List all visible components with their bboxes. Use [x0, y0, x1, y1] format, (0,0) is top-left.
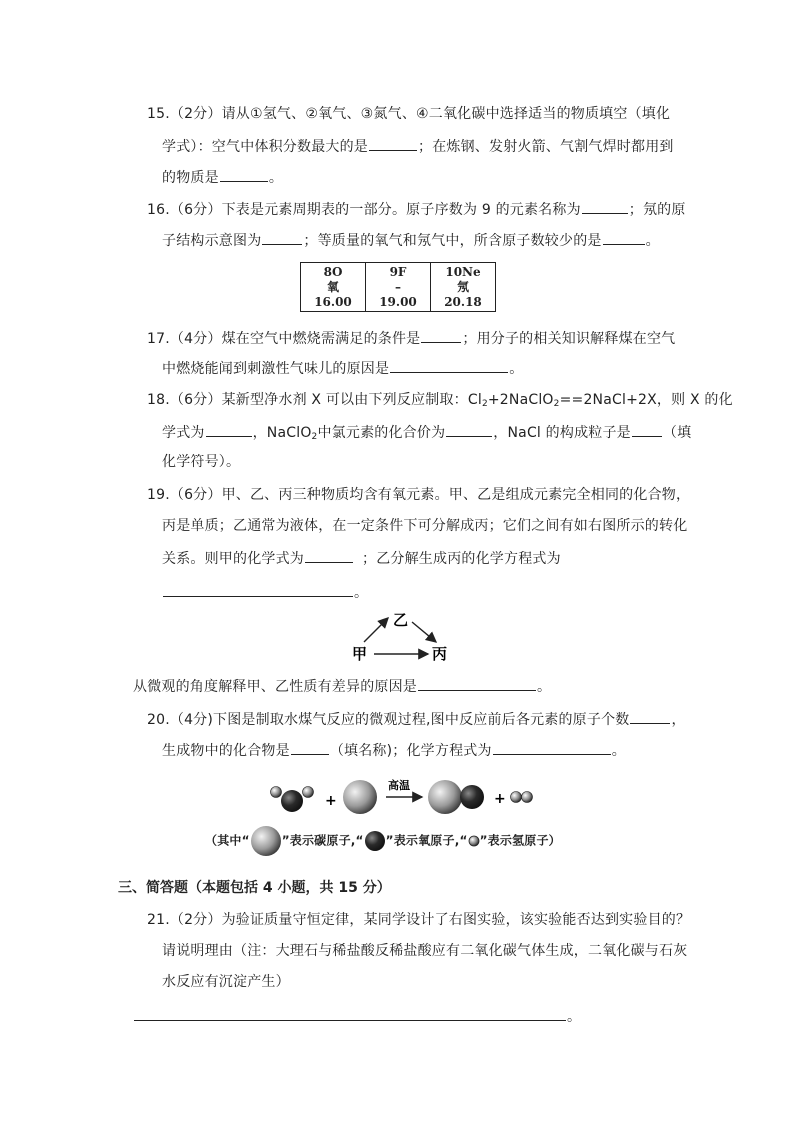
q15-line2: 学式）：空气中体积分数最大的是 ；在炼钢、发射火箭、气割气焊时都用到	[162, 135, 674, 157]
co-molecule	[428, 780, 484, 814]
q19-line3: 关系。则甲的化学式为 ；乙分解生成丙的化学方程式为	[162, 547, 561, 569]
answer-blank[interactable]	[291, 739, 329, 755]
section-title: 三、简答题（本题包括 4 小题，共 15 分）	[118, 880, 391, 896]
q21-answer-line: 。	[133, 1005, 581, 1027]
answer-blank[interactable]	[305, 547, 353, 563]
answer-blank[interactable]	[630, 708, 670, 724]
q21-line1: 21.（2分）为验证质量守恒定律，某同学设计了右图实验，该实验能否达到实验目的？	[147, 912, 691, 928]
q21-line3: 水反应有沉淀产生）	[162, 974, 290, 990]
q19-line2: 丙是单质；乙通常为液体，在一定条件下可分解成丙；它们之间有如右图所示的转化	[162, 518, 688, 534]
plus-sign: +	[325, 793, 337, 809]
q18-line3: 化学符号）。	[162, 454, 241, 470]
element-cell-fluorine: 9F – 19.00	[366, 263, 431, 312]
periodic-table-excerpt	[300, 262, 496, 312]
conversion-diagram	[350, 608, 460, 666]
q19-line1: 19.（6分）甲、乙、丙三种物质均含有氧元素。甲、乙是组成元素完全相同的化合物，	[147, 487, 691, 503]
q20-legend: （其中“ ”表示碳原子,“ ”表示氧原子,“ ”表示氢原子）	[205, 825, 561, 857]
node-jia: 甲	[352, 645, 368, 663]
plus-sign: +	[494, 791, 506, 807]
element-cell-oxygen: 8O 氧 16.00	[301, 263, 366, 312]
answer-blank[interactable]	[582, 198, 628, 214]
reaction-condition: 高温	[388, 779, 410, 792]
q17-line1: 17.（4分）煤在空气中燃烧需满足的条件是 ；用分子的相关知识解释煤在空气	[147, 327, 675, 349]
answer-blank[interactable]	[206, 421, 252, 437]
answer-blank[interactable]	[632, 421, 662, 437]
answer-blank[interactable]	[390, 357, 508, 373]
answer-blank[interactable]	[418, 675, 536, 691]
q21-line2: 请说明理由（注：大理石与稀盐酸反稀盐酸应有二氧化碳气体生成，二氧化碳与石灰	[162, 943, 688, 959]
q15-line3: 的物质是 。	[162, 166, 283, 188]
carbon-legend-icon	[250, 825, 282, 857]
q18-line2: 学式为 ，NaClO$_2$中氯元素的化合价为 ，NaCl 的构成粒子是 （填	[162, 421, 691, 447]
water-molecule	[271, 787, 314, 813]
hydrogen-legend-icon	[468, 835, 480, 847]
element-cell-neon: 10Ne 氖 20.18	[431, 263, 496, 312]
arrow-jia-yi	[364, 618, 388, 642]
q20-line1: 20.（4分)下图是制取水煤气反应的微观过程,图中反应前后各元素的原子个数 ，	[147, 708, 686, 730]
node-yi: 乙	[393, 611, 409, 629]
carbon-atom	[343, 780, 377, 814]
q15-line1: 15.（2分）请从①氢气、②氧气、③氮气、④二氧化碳中选择适当的物质填空（填化	[147, 106, 671, 122]
answer-blank[interactable]	[220, 166, 268, 182]
answer-blank[interactable]	[369, 135, 417, 151]
q18-line1: 18.（6分）某新型净水剂 X 可以由下列反应制取：$Cl_2+2NaClO_2==2NaCl+2X$，则 X 的化	[147, 392, 733, 409]
q20-line2: 生成物中的化合物是 （填名称)；化学方程式为 。	[162, 739, 626, 761]
q19-line4: 。	[162, 581, 368, 603]
node-bing: 丙	[432, 645, 448, 663]
q17-line2: 中燃烧能闻到刺激性气味儿的原因是 。	[162, 357, 523, 379]
answer-blank[interactable]	[262, 229, 302, 245]
answer-blank[interactable]	[493, 739, 611, 755]
answer-blank[interactable]	[421, 327, 461, 343]
q16-line1: 16.（6分）下表是元素周期表的一部分。原子序数为 9 的元素名称为 ；氖的原	[147, 198, 686, 220]
water-gas-reaction-diagram	[262, 773, 552, 823]
q19-line5: 从微观的角度解释甲、乙性质有差异的原因是 。	[133, 675, 551, 697]
q16-line2: 子结构示意图为 ；等质量的氧气和氖气中，所含原子数较少的是 。	[162, 229, 660, 251]
answer-blank[interactable]	[446, 421, 492, 437]
hydrogen-molecule	[511, 792, 533, 803]
answer-blank[interactable]	[163, 581, 353, 597]
answer-blank[interactable]	[603, 229, 645, 245]
arrow-yi-bing	[412, 622, 436, 642]
answer-blank[interactable]	[134, 1005, 566, 1021]
oxygen-legend-icon	[364, 830, 386, 852]
